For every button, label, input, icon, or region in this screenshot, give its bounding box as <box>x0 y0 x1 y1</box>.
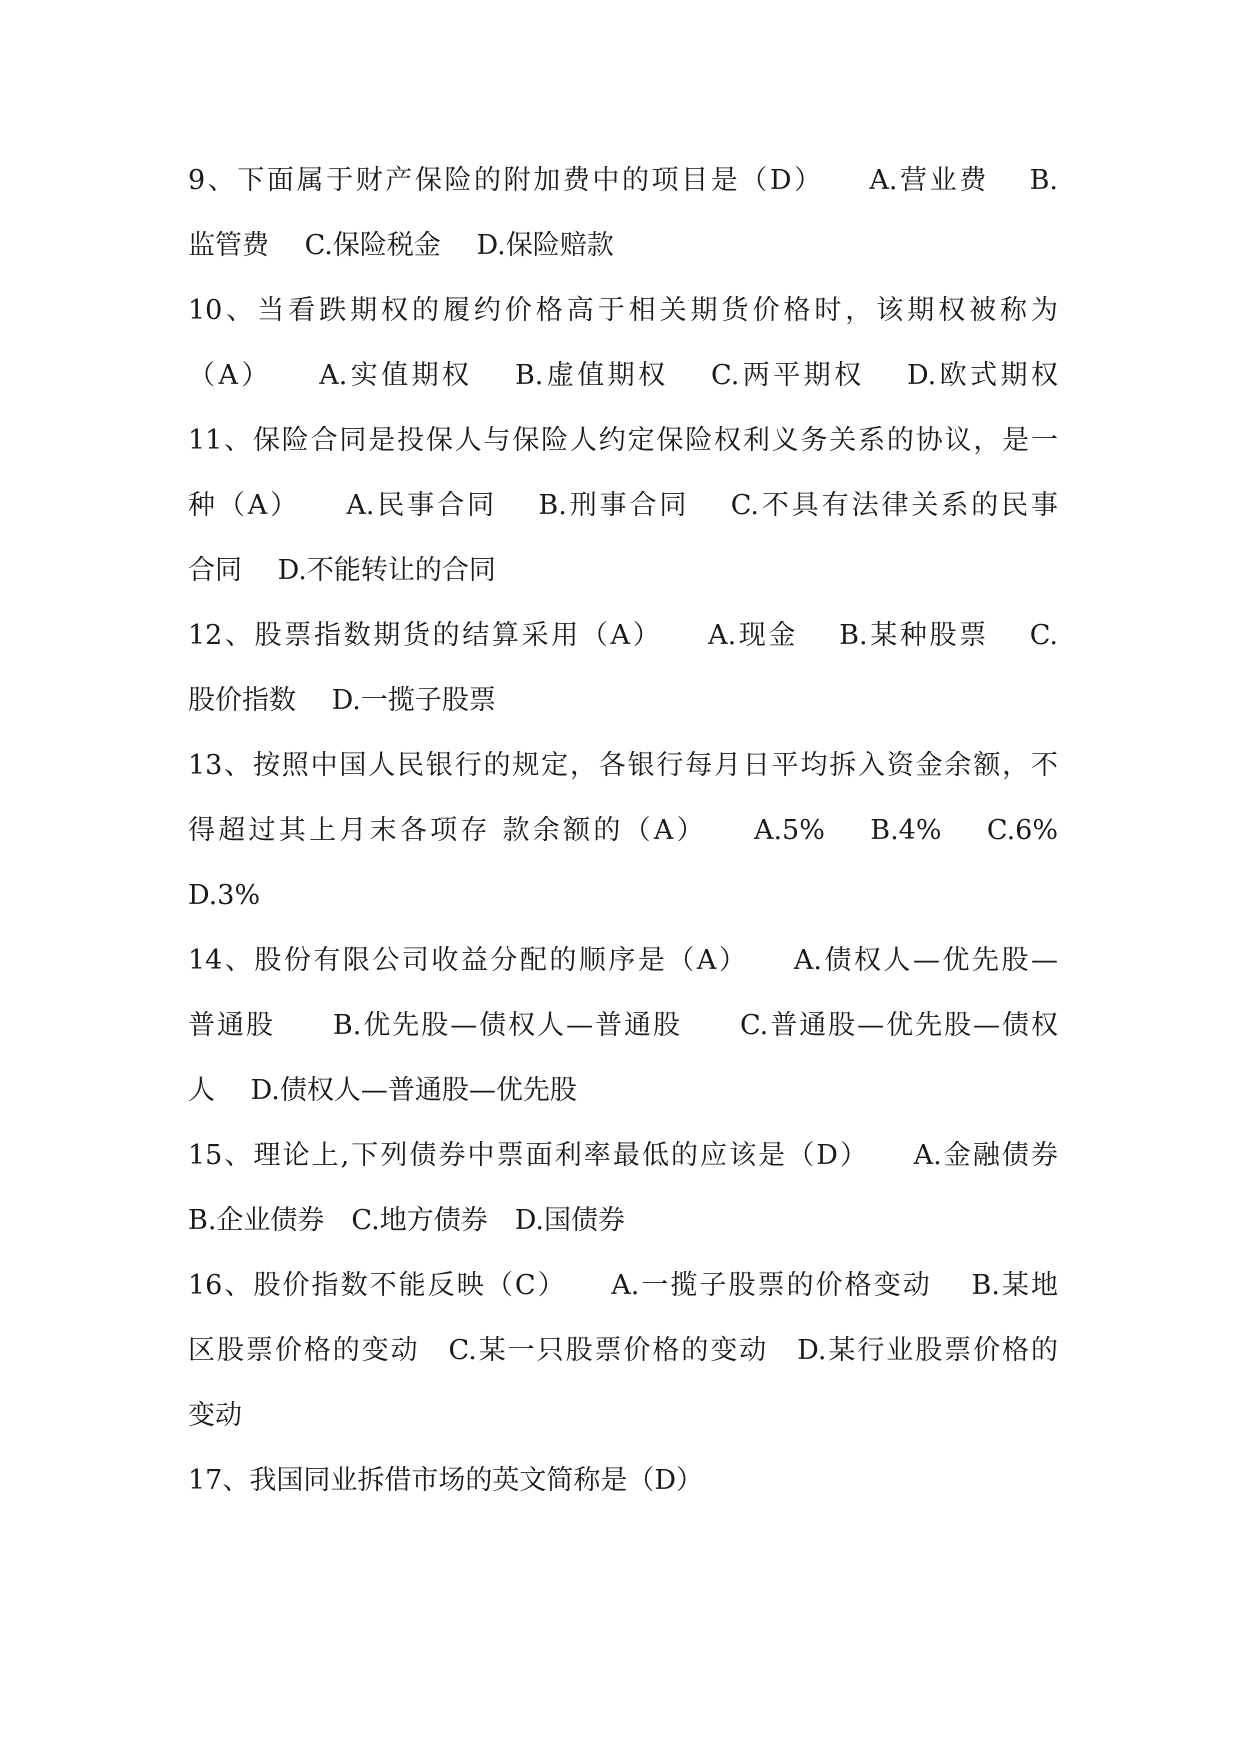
text-line: B.企业债券 C.地方债券 D.国债券 <box>188 1205 625 1236</box>
text-line: 11、保险合同是投保人与保险人约定保险权利义务关系的协议，是一 <box>188 425 1058 456</box>
text-line: 15、理论上,下列债券中票面利率最低的应该是（D） A.金融债券 <box>188 1140 1058 1171</box>
text-line: 9、下面属于财产保险的附加费中的项目是（D） A.营业费 B. <box>188 165 1058 196</box>
text-line: 变动 <box>188 1400 242 1431</box>
text-line: 普通股 B.优先股—债权人—普通股 C.普通股—优先股—债权 <box>188 1010 1058 1041</box>
text-line: （A） A.实值期权 B.虚值期权 C.两平期权 D.欧式期权 <box>188 360 1058 391</box>
text-line: 合同 D.不能转让的合同 <box>188 555 496 586</box>
text-line: 种（A） A.民事合同 B.刑事合同 C.不具有法律关系的民事 <box>188 490 1058 521</box>
question-text-block <box>188 148 1058 1513</box>
text-line: 10、当看跌期权的履约价格高于相关期货价格时，该期权被称为 <box>188 295 1058 326</box>
text-line: 12、股票指数期货的结算采用（A） A.现金 B.某种股票 C. <box>188 620 1058 651</box>
text-line: 股价指数 D.一揽子股票 <box>188 685 496 716</box>
text-line: D.3% <box>188 880 261 911</box>
text-line: 14、股份有限公司收益分配的顺序是（A） A.债权人—优先股— <box>188 945 1058 976</box>
text-line: 16、股价指数不能反映（C） A.一揽子股票的价格变动 B.某地 <box>188 1270 1058 1301</box>
text-line: 17、我国同业拆借市场的英文简称是（D） <box>188 1465 704 1496</box>
text-line: 人 D.债权人—普通股—优先股 <box>188 1075 577 1106</box>
text-line: 监管费 C.保险税金 D.保险赔款 <box>188 230 614 261</box>
text-line: 13、按照中国人民银行的规定，各银行每月日平均拆入资金余额，不 <box>188 750 1058 781</box>
text-line: 得超过其上月末各项存 款余额的（A） A.5% B.4% C.6% <box>188 815 1058 846</box>
text-line: 区股票价格的变动 C.某一只股票价格的变动 D.某行业股票价格的 <box>188 1335 1058 1366</box>
